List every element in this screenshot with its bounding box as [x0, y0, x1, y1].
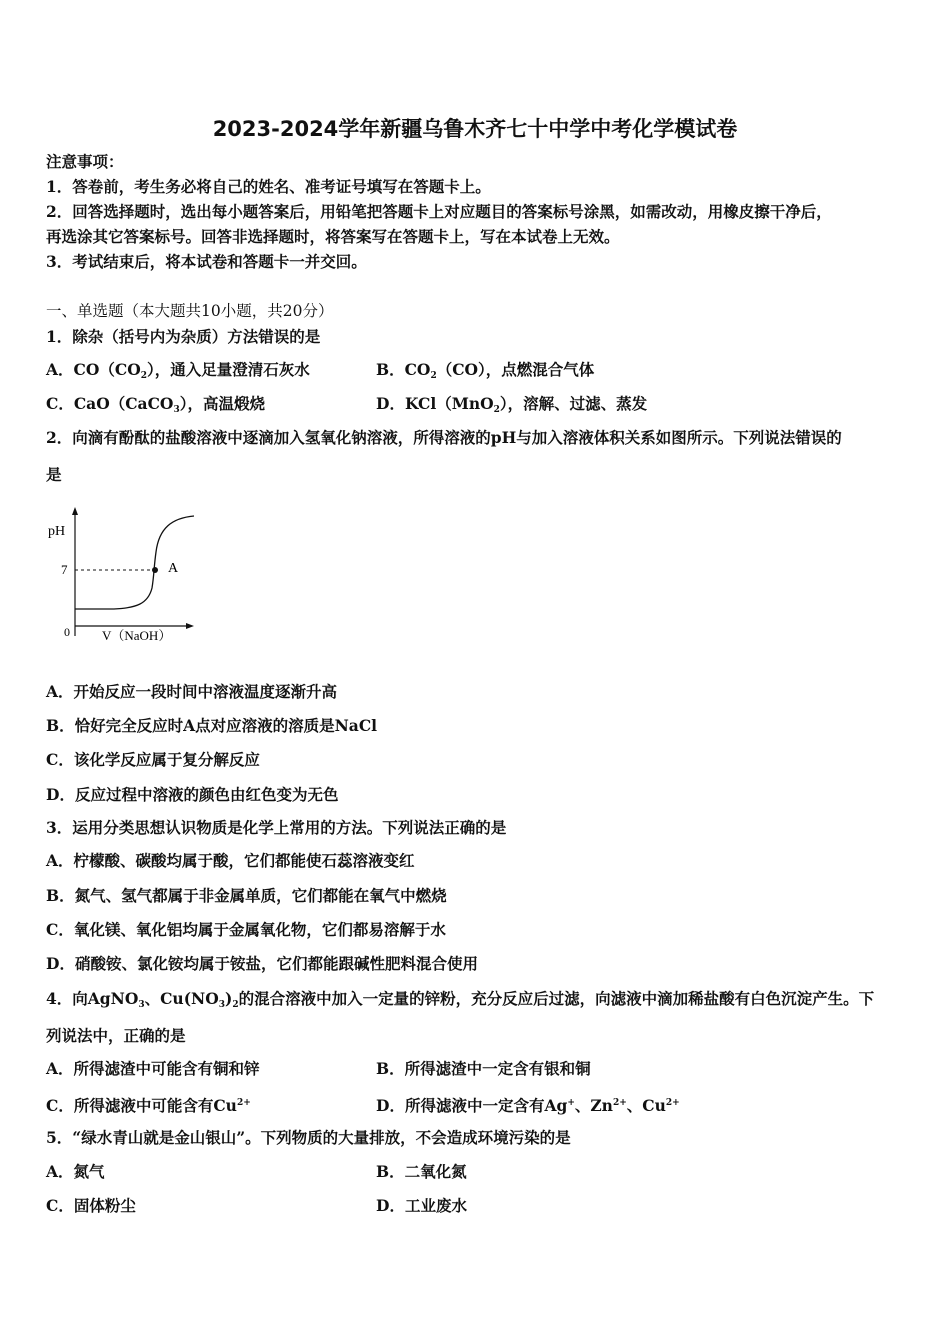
q1-stem: 1．除杂（括号内为杂质）方法错误的是 — [46, 327, 321, 346]
y-axis-label: pH — [48, 524, 66, 539]
q2-stem-cont: 是 — [46, 465, 62, 484]
tick-7-label: 7 — [61, 562, 68, 577]
q4-stem-cont: 列说法中，正确的是 — [46, 1026, 186, 1045]
q4-option-c: C．所得滤液中可能含有$Cu^{2+}$ — [46, 1096, 251, 1115]
x-axis-arrow — [186, 623, 194, 629]
q5-option-c: C．固体粉尘 — [46, 1196, 136, 1215]
q1-option-c: C．CaO（CaCO$_3$），高温煅烧 — [46, 394, 265, 415]
q3-option-c: C．氧化镁、氧化铝均属于金属氧化物，它们都易溶解于水 — [46, 920, 446, 939]
notice-item-3: 3．考试结束后，将本试卷和答题卡一并交回。 — [46, 252, 367, 271]
q5-option-b: B．二氧化氮 — [376, 1162, 467, 1181]
q2-option-a: A．开始反应一段时间中溶液温度逐渐升高 — [46, 682, 338, 701]
ph-titration-graph — [44, 506, 204, 646]
q2-option-c: C．该化学反应属于复分解反应 — [46, 750, 260, 769]
y-axis-arrow — [72, 507, 78, 515]
q4-stem: 4．向AgNO$_3$、$Cu(NO_3)_2$的混合溶液中加入一定量的锌粉，充分反应后过滤，向滤液中滴加稀盐酸有白色沉淀产生。下 — [46, 989, 875, 1010]
section-heading: 一、单选题（本大题共10小题，共20分） — [46, 302, 334, 320]
q3-option-b: B．氮气、氢气都属于非金属单质，它们都能在氧气中燃烧 — [46, 886, 447, 905]
q3-option-d: D．硝酸铵、氯化铵均属于铵盐，它们都能跟碱性肥料混合使用 — [46, 954, 478, 973]
q1-option-b: B．$CO_2(CO)$，点燃混合气体 — [376, 360, 595, 381]
q2-stem: 2．向滴有酚酞的盐酸溶液中逐滴加入氢氧化钠溶液，所得溶液的pH与加入溶液体积关系如图所示。下列说法错误的 — [46, 428, 842, 447]
q5-stem: 5．“绿水青山就是金山银山”。下列物质的大量排放，不会造成环境污染的是 — [46, 1128, 571, 1147]
q3-option-a: A．柠檬酸、碳酸均属于酸，它们都能使石蕊溶液变红 — [46, 851, 415, 870]
notice-heading: 注意事项： — [46, 152, 124, 171]
q2-option-d: D．反应过程中溶液的颜色由红色变为无色 — [46, 785, 339, 804]
q3-stem: 3．运用分类思想认识物质是化学上常用的方法。下列说法正确的是 — [46, 818, 507, 837]
q5-option-d: D．工业废水 — [376, 1196, 467, 1215]
point-a-label: A — [168, 561, 179, 576]
notice-item-2: 2．回答选择题时，选出每小题答案后，用铅笔把答题卡上对应题目的答案标号涂黑，如需改动，用橡皮擦干净后， — [46, 202, 832, 221]
q4-option-b: B．所得滤渣中一定含有银和铜 — [376, 1059, 591, 1078]
q1-option-a: A．$CO(CO_2)$，通入足量澄清石灰水 — [46, 360, 310, 381]
q5-option-a: A．氮气 — [46, 1162, 105, 1181]
q4-option-d: D．所得滤液中一定含有Ag+、$Zn^{2+}$、$Cu^{2+}$ — [376, 1096, 680, 1115]
exam-title: 2023-2024学年新疆乌鲁木齐七十中学中考化学模试卷 — [212, 117, 738, 141]
q1-option-d: D．KCl（MnO$_2$），溶解、过滤、蒸发 — [376, 394, 648, 415]
origin-label: 0 — [64, 625, 70, 639]
q2-option-b: B．恰好完全反应时A点对应溶液的溶质是NaCl — [46, 716, 378, 735]
point-a-marker — [152, 567, 158, 573]
notice-item-2-cont: 再选涂其它答案标号。回答非选择题时，将答案写在答题卡上，写在本试卷上无效。 — [46, 227, 620, 246]
notice-item-1: 1．答卷前，考生务必将自己的姓名、准考证号填写在答题卡上。 — [46, 177, 491, 196]
q4-option-a: A．所得滤渣中可能含有铜和锌 — [46, 1059, 260, 1078]
x-axis-label: V（NaOH） — [102, 628, 172, 643]
